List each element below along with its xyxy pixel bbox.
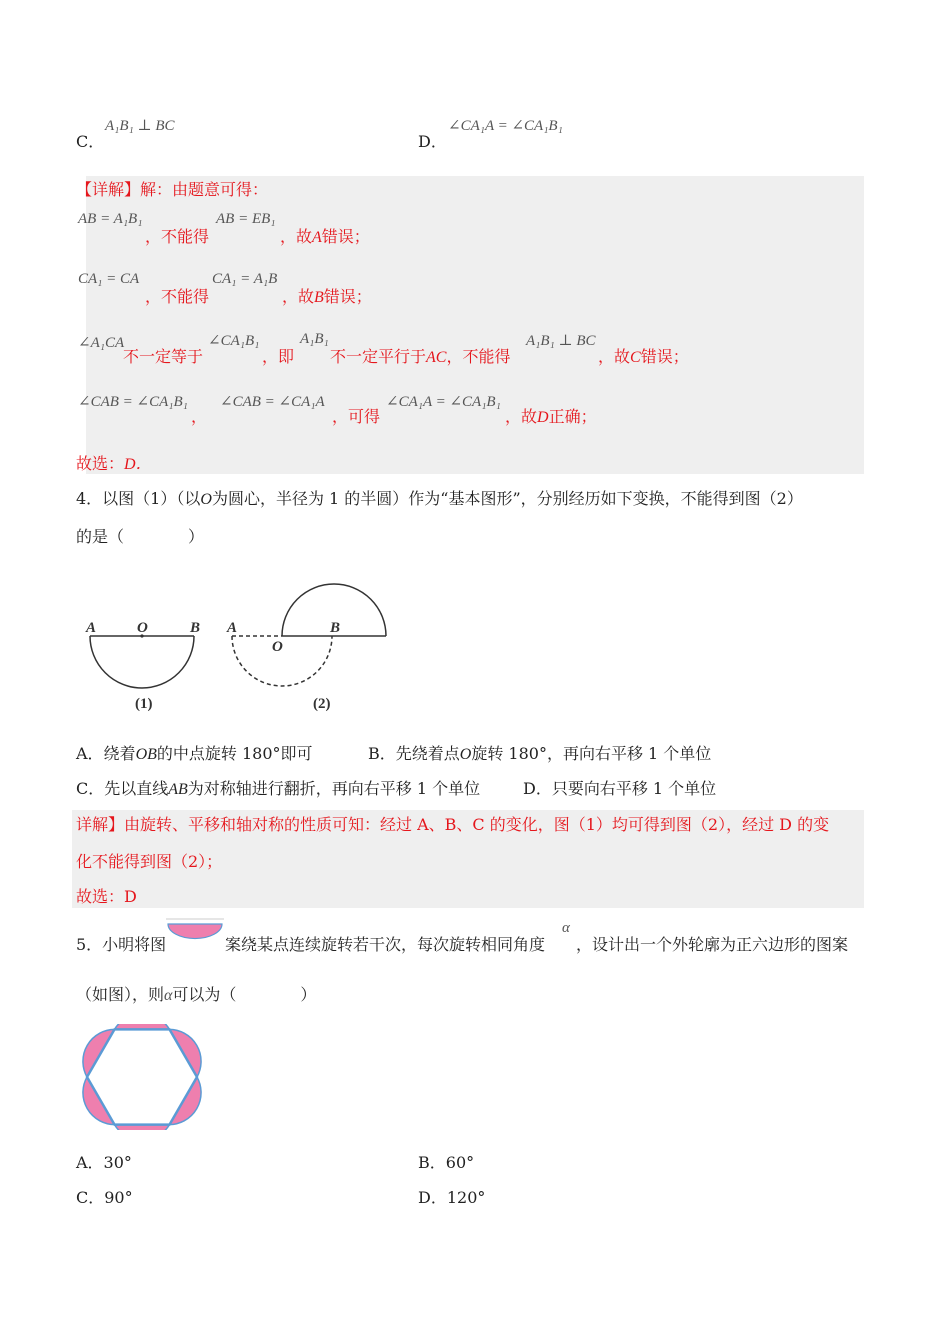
- fig2-caption: (2): [313, 696, 331, 712]
- q3-l1-math2: AB = EB₁: [216, 211, 276, 227]
- q3-l3-math4: A₁B₁ ⊥ BC: [526, 333, 596, 349]
- q5-stem-mid: 案绕某点连续旋转若干次，每次旋转相同角度: [225, 935, 546, 954]
- q4-stem-line2: 的是（ ）: [76, 527, 205, 546]
- q3-l1-text1: ，不能得: [145, 227, 210, 246]
- q3-l3-text4: ，故C错误；: [598, 347, 689, 366]
- q3-solution-box: [72, 176, 864, 474]
- q5-base-shape: [166, 916, 224, 940]
- q5-option-d: D．120°: [418, 1188, 486, 1207]
- q3-l2-text1: ，不能得: [145, 287, 210, 306]
- q4-option-a: A．绕着OB的中点旋转 180°即可: [76, 744, 313, 763]
- q3-l3-text2: ，即: [262, 347, 295, 366]
- q3-l3-math1: ∠A₁CA: [78, 335, 125, 351]
- q3-l4-text3: ，故D正确；: [505, 407, 597, 426]
- q3-l4-math1: ∠CAB = ∠CA₁B₁: [78, 394, 188, 410]
- fig1-label-b: B: [190, 620, 201, 636]
- q3-solution-header: [76, 180, 268, 200]
- q5-stem-pre: 5．小明将图: [76, 935, 167, 954]
- q5-stem-post: ，设计出一个外轮廓为正六边形的图案: [576, 935, 849, 954]
- solution-tag: 【详解】: [76, 180, 141, 199]
- solution-header-text: 解：由题意可得：: [140, 180, 269, 199]
- q3-option-c-math: A₁B₁ ⊥ BC: [105, 118, 175, 134]
- q4-solution-line1: 详解】由旋转、平移和轴对称的性质可知：经过 A、B、C 的变化，图（1）均可得到图（2），经过 D 的变: [76, 815, 830, 834]
- q3-l3-text3: 不一定平行于AC，不能得: [330, 347, 511, 366]
- q5-option-a: A．30°: [76, 1153, 132, 1172]
- q3-l4-text2: ，可得: [332, 407, 381, 426]
- base-shape-pink-segment: [168, 924, 222, 939]
- fig1-label-o: O: [137, 620, 148, 636]
- q4-option-c: C．先以直线AB为对称轴进行翻折，再向右平移 1 个单位: [76, 779, 481, 798]
- q3-l2-math2: CA₁ = A₁B: [212, 271, 278, 287]
- q5-alpha: α: [562, 920, 570, 936]
- q3-l2-math1: CA₁ = CA: [78, 271, 140, 287]
- q3-option-d-math: ∠CA₁A = ∠CA₁B₁: [448, 118, 563, 134]
- fig2-label-a: A: [227, 620, 238, 636]
- q4-figure: [80, 580, 400, 720]
- fig2-label-o: O: [272, 639, 283, 655]
- q3-option-c-label: C．: [76, 132, 105, 151]
- q5-stem-line2: （如图），则α可以为（ ）: [76, 985, 317, 1004]
- q3-l4-math2: ∠CAB = ∠CA₁A: [220, 394, 325, 410]
- q3-l2-text2: ，故B错误；: [282, 287, 372, 306]
- q4-solution-line2: 化不能得到图（2）；: [76, 852, 223, 871]
- q3-l3-math2: ∠CA₁B₁: [208, 333, 260, 349]
- q3-option-d-label: D．: [418, 132, 447, 151]
- q3-l3-text1: 不一定等于: [123, 347, 204, 366]
- q3-answer: 故选：D．: [76, 454, 152, 473]
- q4-answer: 故选：D: [76, 887, 137, 906]
- q4-stem-line1: 4．以图（1）（以O为圆心，半径为 1 的半圆）作为“基本图形”，分别经历如下变换，不能得到图（2）: [76, 489, 803, 508]
- q4-option-d: D．只要向右平移 1 个单位: [523, 779, 717, 798]
- fig1-label-a: A: [86, 620, 97, 636]
- q5-hexagon-figure: [82, 1024, 202, 1130]
- q5-option-b: B．60°: [418, 1153, 475, 1172]
- q3-l4-text1: ，: [191, 407, 208, 426]
- fig2-label-b: B: [330, 620, 341, 636]
- fig1-semicircle: [90, 636, 194, 688]
- q5-option-c: C．90°: [76, 1188, 133, 1207]
- q3-l1-text2: ，故A错误；: [280, 227, 370, 246]
- q4-option-b: B．先绕着点O旋转 180°，再向右平移 1 个单位: [368, 744, 712, 763]
- fig1-caption: (1): [135, 696, 153, 712]
- q3-l4-math3: ∠CA₁A = ∠CA₁B₁: [386, 394, 501, 410]
- q3-l3-math3: A₁B₁: [300, 331, 329, 347]
- q3-l1-math1: AB = A₁B₁: [78, 211, 143, 227]
- hexagon-pink-segments: [83, 1024, 201, 1130]
